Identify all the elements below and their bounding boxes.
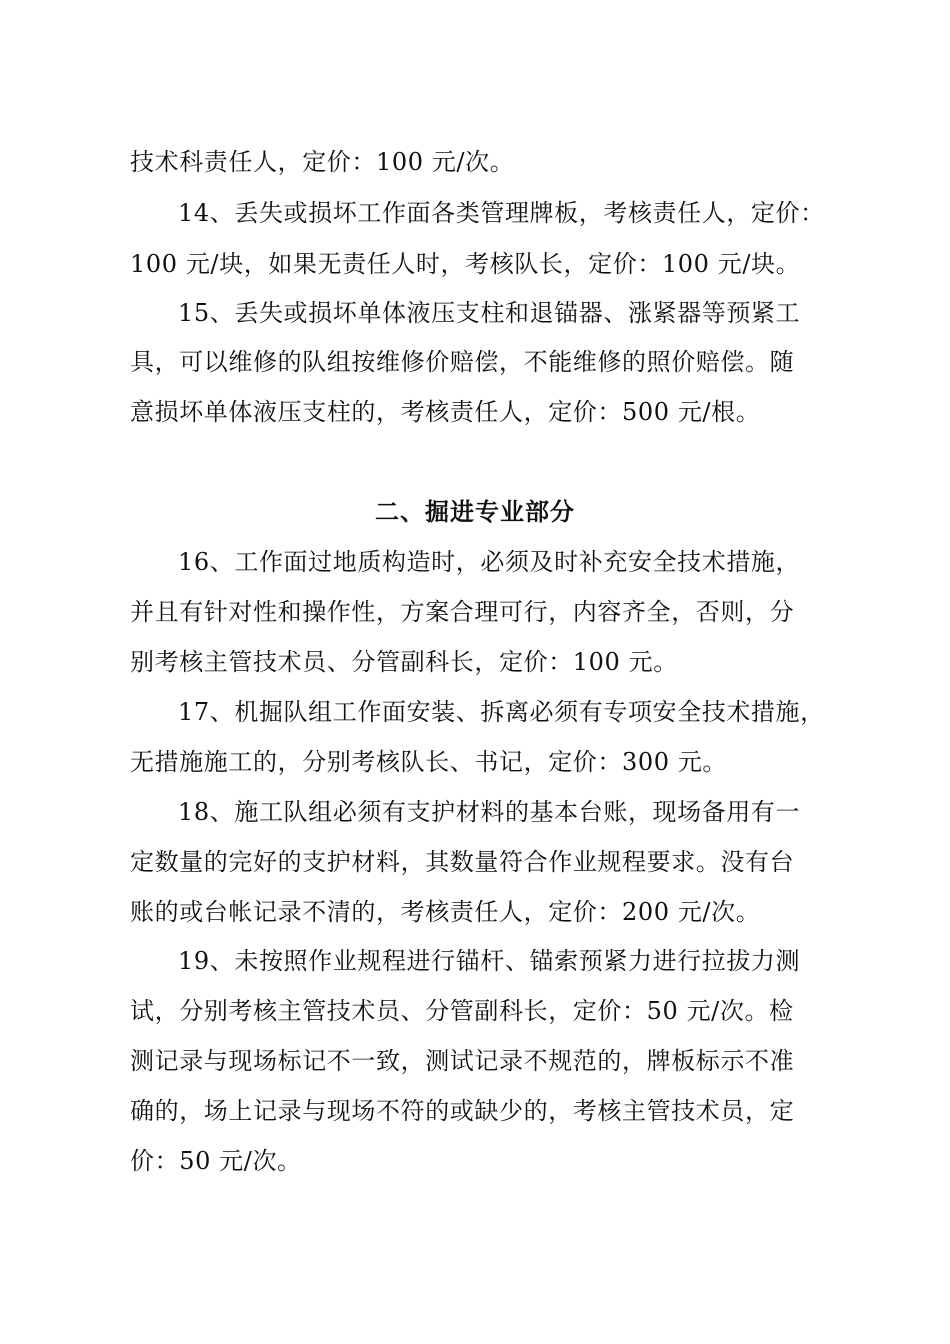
item-19-line-2: 试，分别考核主管技术员、分管副科长，定价：50 元/次。检 <box>130 997 794 1025</box>
item-15-line-3: 意损坏单体液压支柱的，考核责任人，定价：500 元/根。 <box>130 398 761 426</box>
item-18-line-1: 18、施工队组必须有支护材料的基本台账，现场备用有一 <box>178 798 801 826</box>
item-16-line-1: 16、工作面过地质构造时，必须及时补充安全技术措施， <box>178 548 801 576</box>
item-18-line-2: 定数量的完好的支护材料，其数量符合作业规程要求。没有台 <box>130 848 795 876</box>
item-16-line-2: 并且有针对性和操作性，方案合理可行，内容齐全，否则，分 <box>130 598 795 626</box>
item-19-line-4: 确的，场上记录与现场不符的或缺少的，考核主管技术员，定 <box>130 1097 795 1125</box>
item-17-line-1: 17、机掘队组工作面安装、拆离必须有专项安全技术措施， <box>178 698 825 726</box>
item-15-line-2: 具，可以维修的队组按维修价赔偿，不能维修的照价赔偿。随 <box>130 348 795 376</box>
item-19-line-5: 价：50 元/次。 <box>130 1147 302 1175</box>
item-13-line-end: 技术科责任人，定价：100 元/次。 <box>130 148 515 176</box>
item-14-line-2: 100 元/块，如果无责任人时，考核队长，定价：100 元/块。 <box>130 250 801 278</box>
item-14-line-1: 14、丢失或损坏工作面各类管理牌板，考核责任人，定价： <box>178 199 825 227</box>
item-18-line-3: 账的或台帐记录不清的，考核责任人，定价：200 元/次。 <box>130 898 761 926</box>
item-15-line-1: 15、丢失或损坏单体液压支柱和退锚器、涨紧器等预紧工 <box>178 299 801 327</box>
item-19-line-3: 测记录与现场标记不一致，测试记录不规范的，牌板标示不准 <box>130 1047 795 1075</box>
item-19-line-1: 19、未按照作业规程进行锚杆、锚索预紧力进行拉拔力测 <box>178 947 801 975</box>
item-17-line-2: 无措施施工的，分别考核队长、书记，定价：300 元。 <box>130 748 728 776</box>
item-16-line-3: 别考核主管技术员、分管副科长，定价：100 元。 <box>130 648 678 676</box>
section-heading: 二、掘进专业部分 <box>375 498 575 526</box>
